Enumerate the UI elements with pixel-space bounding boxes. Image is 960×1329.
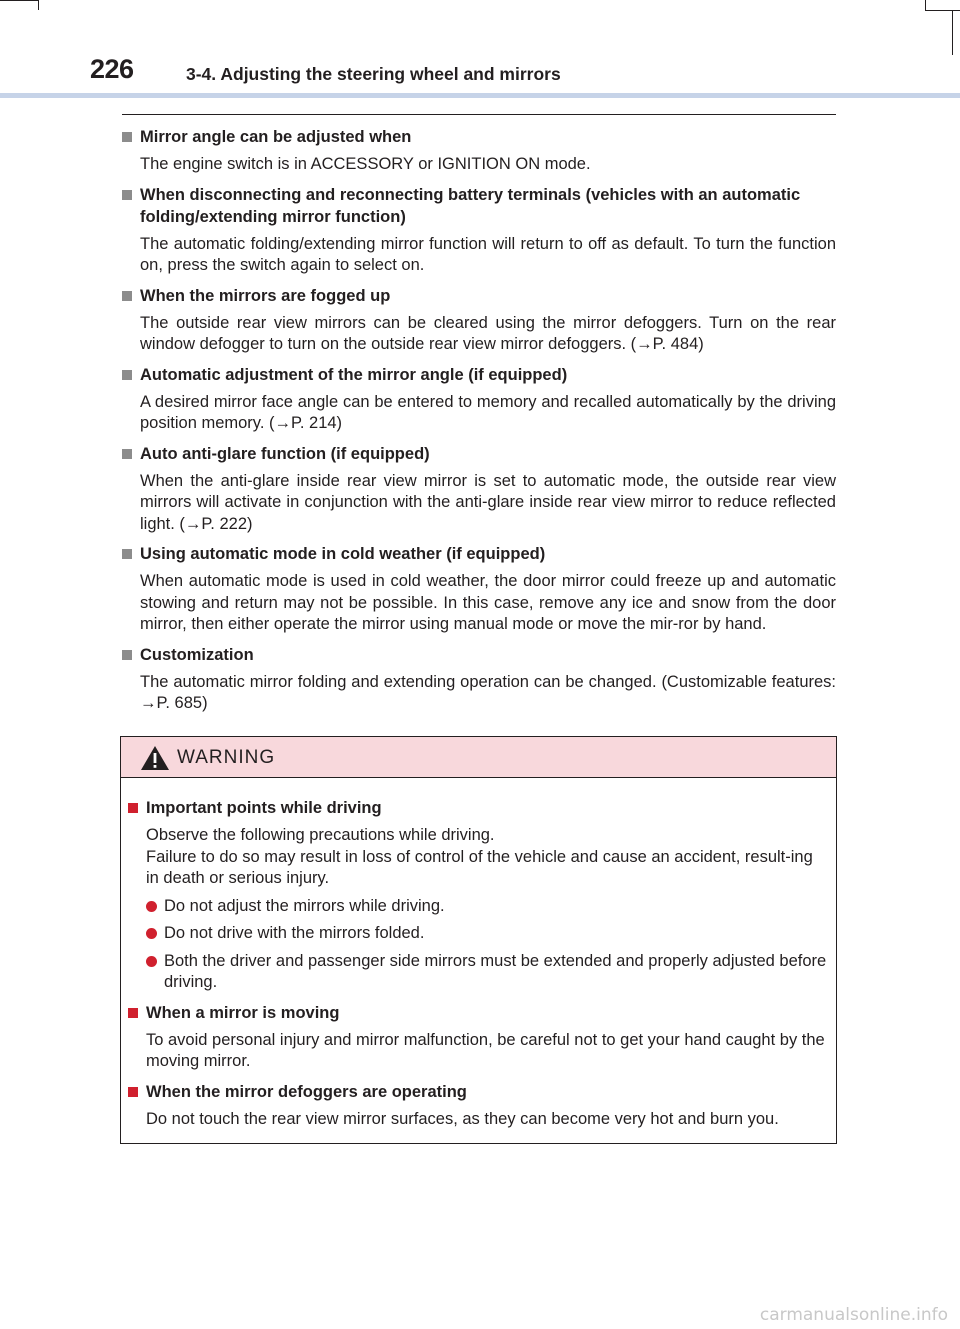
note-body: When automatic mode is used in cold weather, the door mirror could freeze up and automatic stowing and return may not be possible. In this case, remove any ice and snow from the door mirror, then either operate the mirror using manual mode or move the mir-ror by hand.: [140, 572, 836, 633]
square-bullet-icon: [122, 449, 132, 459]
square-bullet-icon: [122, 132, 132, 142]
note-item: [122, 126, 836, 176]
note-item: [122, 543, 836, 636]
watermark: carmanualsonline.info: [759, 1305, 948, 1325]
header-rule: [0, 93, 960, 98]
warning-heading: [128, 1002, 828, 1024]
note-heading-text: Using automatic mode in cold weather (if equipped): [140, 545, 546, 563]
note-body: The outside rear view mirrors can be cleared using the mirror defoggers. Turn on the rear window defogger to turn on the outside rear view mirror defoggers. (→P. 484): [140, 313, 836, 353]
warning-heading-text: When the mirror defoggers are operating: [146, 1082, 467, 1101]
page-number: 226: [90, 54, 134, 84]
warning-body-line: Failure to do so may result in loss of control of the vehicle and cause an accident, result-ing in death or serious injury.: [146, 847, 813, 887]
page-header: [0, 0, 960, 100]
warning-bullet: [146, 896, 828, 918]
note-heading: [122, 184, 836, 228]
square-bullet-icon: [122, 190, 132, 200]
note-item: [122, 285, 836, 356]
note-item: [122, 443, 836, 536]
note-heading: [122, 443, 836, 465]
warning-heading: [128, 1081, 828, 1103]
warning-bullet: [146, 951, 828, 994]
warning-section: [128, 1081, 828, 1131]
note-item: [122, 644, 836, 715]
warning-bullet-text: Both the driver and passenger side mirrors must be extended and properly adjusted before driving.: [164, 951, 827, 991]
warning-bullet: [146, 923, 828, 945]
warning-heading-text: Important points while driving: [146, 799, 382, 817]
warning-body-line: Observe the following precautions while driving.: [146, 826, 495, 844]
warning-title: WARNING: [177, 747, 276, 768]
section-title: 3-4. Adjusting the steering wheel and mirrors: [186, 64, 561, 84]
red-square-bullet-icon: [128, 803, 138, 813]
warning-heading-text: When a mirror is moving: [146, 1003, 340, 1022]
red-dot-icon: [146, 956, 157, 967]
note-item: [122, 184, 836, 277]
note-heading: [122, 126, 836, 148]
warning-bullet-text: Do not adjust the mirrors while driving.: [164, 896, 445, 915]
note-heading-text: When the mirrors are fogged up: [140, 286, 391, 305]
red-square-bullet-icon: [128, 1008, 138, 1018]
red-square-bullet-icon: [128, 1087, 138, 1097]
note-heading-text: Automatic adjustment of the mirror angle (if equipped): [140, 365, 568, 384]
red-dot-icon: [146, 928, 157, 939]
warning-bullet-text: Do not drive with the mirrors folded.: [164, 924, 425, 942]
warning-header: [121, 737, 836, 778]
note-heading-text: When disconnecting and reconnecting battery terminals (vehicles with an automatic folding/extending mirror function): [140, 185, 801, 226]
note-heading-text: Auto anti-glare function (if equipped): [140, 444, 430, 463]
warning-heading: [128, 797, 828, 819]
warning-triangle-icon: [140, 745, 170, 771]
note-heading: [122, 543, 836, 565]
warning-content: [121, 778, 836, 1130]
note-heading-text: Customization: [140, 645, 254, 664]
red-dot-icon: [146, 901, 157, 912]
note-body: The engine switch is in ACCESSORY or IGNITION ON mode.: [140, 155, 591, 173]
square-bullet-icon: [122, 549, 132, 559]
square-bullet-icon: [122, 291, 132, 301]
warning-box: [120, 736, 837, 1144]
note-heading: [122, 285, 836, 307]
note-heading: [122, 364, 836, 386]
note-heading: [122, 644, 836, 666]
note-item: [122, 364, 836, 435]
note-body: A desired mirror face angle can be entered to memory and recalled automatically by the driving position memory. (→P. 214): [140, 392, 836, 432]
square-bullet-icon: [122, 650, 132, 660]
warning-body: [146, 825, 828, 890]
warning-section: [128, 1002, 828, 1073]
warning-body: Do not touch the rear view mirror surfaces, as they can become very hot and burn you.: [146, 1109, 779, 1128]
note-heading-text: Mirror angle can be adjusted when: [140, 128, 412, 146]
content-divider: [122, 114, 836, 115]
warning-section: [128, 797, 828, 994]
notes-list: [122, 126, 836, 723]
note-body: When the anti-glare inside rear view mirror is set to automatic mode, the outside rear view mirrors will activate in conjunction with the anti-glare inside rear view mirror to reduce reflected light. (→P. 222): [140, 471, 836, 533]
square-bullet-icon: [122, 370, 132, 380]
note-body: The automatic mirror folding and extending operation can be changed. (Customizable features: →P. 685): [140, 672, 836, 712]
note-body: The automatic folding/extending mirror function will return to off as default. To turn the function on, press the switch again to select on.: [140, 234, 836, 274]
warning-body: To avoid personal injury and mirror malfunction, be careful not to get your hand caught by the moving mirror.: [146, 1030, 825, 1070]
